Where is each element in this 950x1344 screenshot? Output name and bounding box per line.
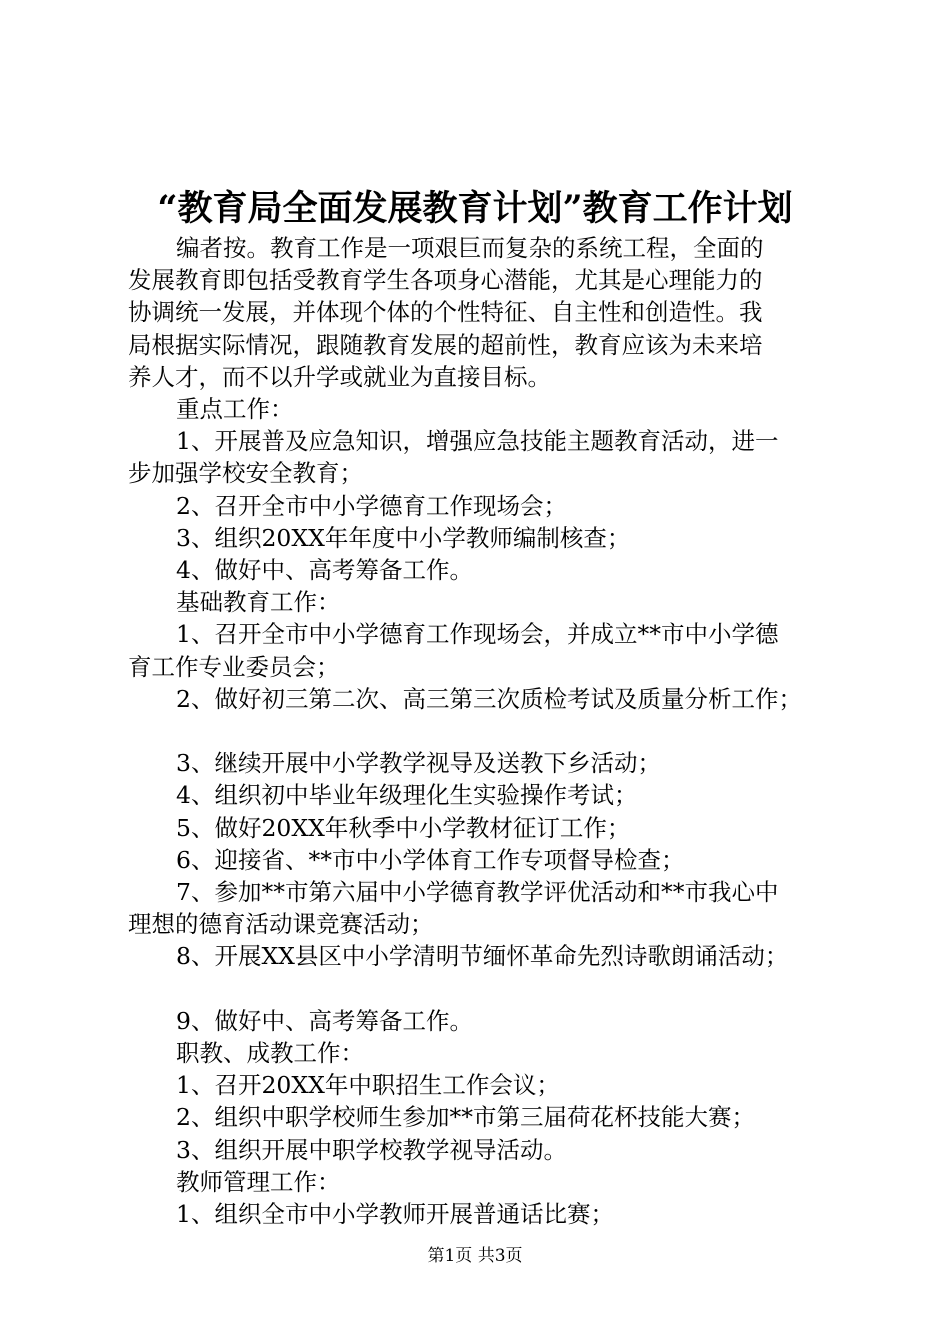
list-item-continuation: 育工作专业委员会；: [128, 652, 340, 681]
page-footer: 第1页 共3页: [427, 1246, 523, 1266]
section-heading: 重点工作：: [176, 395, 294, 424]
list-item: 2、做好初三第二次、高三第三次质检考试及质量分析工作；: [176, 684, 802, 713]
list-item: 1、组织全市中小学教师开展普通话比赛；: [176, 1200, 614, 1229]
section-heading: 教师管理工作：: [176, 1167, 341, 1196]
document-title: “教育局全面发展教育计划”教育工作计划: [157, 188, 793, 229]
paragraph-line: 局根据实际情况，跟随教育发展的超前性，教育应该为未来培: [128, 330, 763, 359]
list-item: 4、做好中、高考筹备工作。: [176, 556, 473, 585]
list-item: 2、召开全市中小学德育工作现场会；: [176, 491, 567, 520]
blank-line: [128, 973, 840, 1005]
list-item: 7、参加**市第六届中小学德育教学评优活动和**市我心中: [176, 878, 779, 907]
section-heading: 基础教育工作：: [176, 588, 341, 617]
list-item: 3、组织20XX年年度中小学教师编制核查；: [176, 523, 631, 552]
paragraph-line: 发展教育即包括受教育学生各项身心潜能，尤其是心理能力的: [128, 266, 763, 295]
paragraph-line: 养人才，而不以升学或就业为直接目标。: [128, 362, 551, 391]
list-item: 6、迎接省、**市中小学体育工作专项督导检查；: [176, 845, 685, 874]
paragraph-line: 编者按。教育工作是一项艰巨而复杂的系统工程，全面的: [176, 234, 764, 262]
list-item: 1、召开20XX年中职招生工作会议；: [176, 1071, 560, 1100]
document-body: [128, 232, 840, 1230]
list-item: 2、组织中职学校师生参加**市第三届荷花杯技能大赛；: [176, 1103, 755, 1132]
list-item: 1、开展普及应急知识，增强应急技能主题教育活动，进一: [176, 427, 779, 456]
paragraph-line: 协调统一发展，并体现个体的个性特征、自主性和创造性。我: [128, 298, 763, 327]
list-item: 8、开展XX县区中小学清明节缅怀革命先烈诗歌朗诵活动；: [176, 942, 789, 971]
list-item: 4、组织初中毕业年级理化生实验操作考试；: [176, 781, 638, 810]
list-item: 3、继续开展中小学教学视导及送教下乡活动；: [176, 749, 661, 778]
section-heading: 职教、成教工作：: [176, 1039, 364, 1068]
list-item: 5、做好20XX年秋季中小学教材征订工作；: [176, 813, 631, 842]
list-item-continuation: 步加强学校安全教育；: [128, 459, 363, 488]
list-item-continuation: 理想的德育活动课竞赛活动；: [128, 910, 434, 939]
blank-line: [128, 715, 840, 747]
list-item: 3、组织开展中职学校教学视导活动。: [176, 1135, 567, 1164]
list-item: 1、召开全市中小学德育工作现场会，并成立**市中小学德: [176, 620, 779, 649]
list-item: 9、做好中、高考筹备工作。: [176, 1006, 473, 1035]
